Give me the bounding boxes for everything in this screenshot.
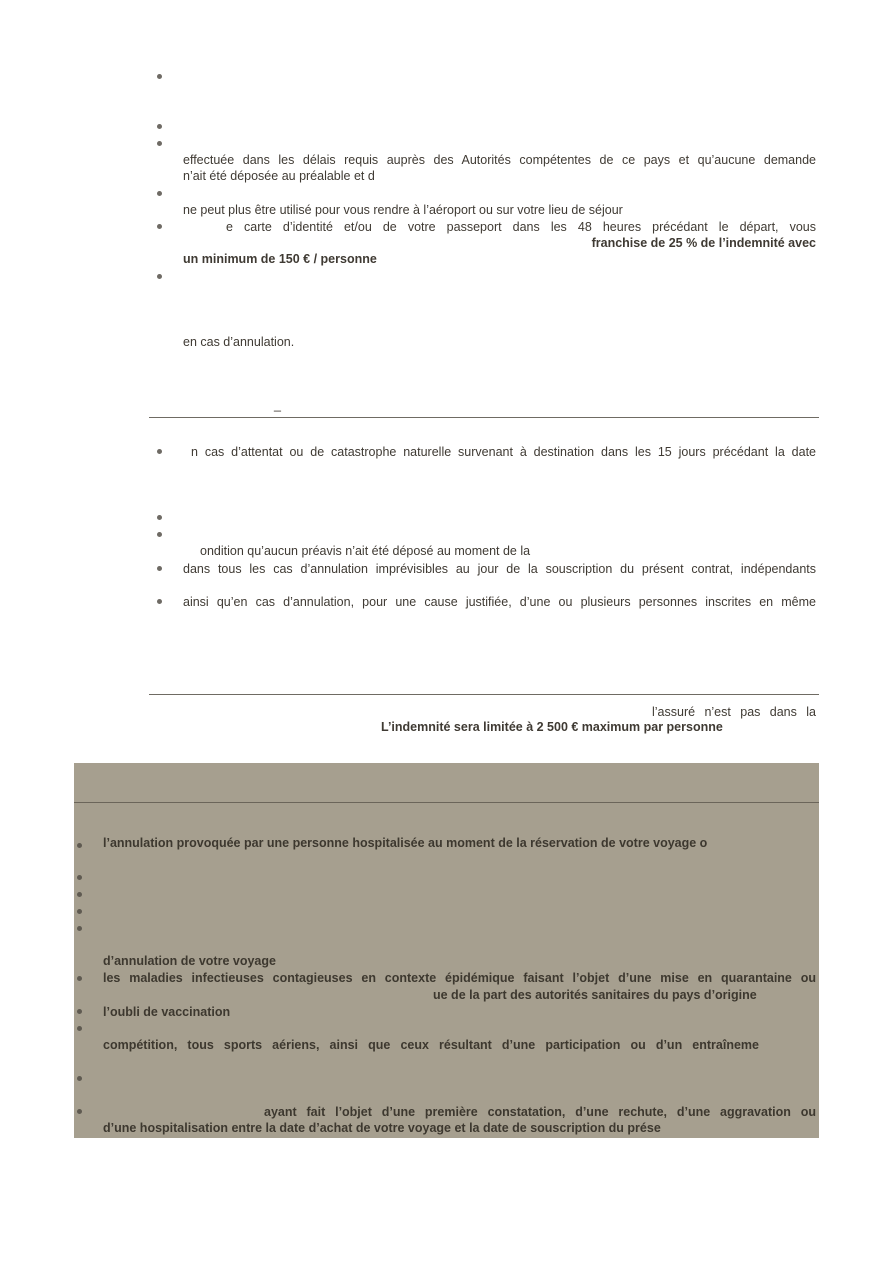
exclusion-line: l’oubli de vaccination [103,1005,231,1019]
bullet [157,74,162,79]
text-line-bold: un minimum de 150 € / personne [183,252,377,266]
bullet [77,1009,82,1014]
text-line: effectuée dans les délais requis auprès des Autorités compétentes de ce pays et qu’aucune demande [183,153,816,167]
bullet [157,274,162,279]
bullet [77,843,82,848]
bullet [157,124,162,129]
text-line: ondition qu’aucun préavis n’ait été déposé au moment de la [200,544,531,558]
bullet [77,926,82,931]
text-line: n cas d’attentat ou de catastrophe naturelle survenant à destination dans les 15 jours précédant la date [191,445,816,459]
bullet [77,976,82,981]
exclusion-line: les maladies infectieuses contagieuses en contexte épidémique faisant l’objet d’une mise en quarantaine ou [103,971,816,985]
underscore-mark: _ [274,398,281,412]
divider [149,417,819,418]
text-line-bold: franchise de 25 % de l’indemnité avec [591,236,816,250]
bullet [157,449,162,454]
text-line: ainsi qu’en cas d’annulation, pour une cause justifiée, d’une ou plusieurs personnes inscrites en même [183,595,816,609]
exclusion-line: d’annulation de votre voyage [103,954,276,968]
bullet [77,909,82,914]
text-line: l’assuré n’est pas dans la [652,705,816,719]
text-line: dans tous les cas d’annulation imprévisibles au jour de la souscription du présent contrat, indépendants [183,562,816,576]
exclusion-line: d’une hospitalisation entre la date d’achat de votre voyage et la date de souscription du prése [103,1121,661,1135]
indemnity-limit-text: L’indemnité sera limitée à 2 500 € maximum par personne [381,720,723,734]
bullet [157,515,162,520]
bullet [157,191,162,196]
bullet [77,1109,82,1114]
box-divider [74,802,819,803]
bullet [77,1076,82,1081]
exclusion-line: l’annulation provoquée par une personne hospitalisée au moment de la réservation de votre voyage o [103,836,708,850]
exclusion-line: ayant fait l’objet d’une première constatation, d’une rechute, d’une aggravation ou [264,1105,816,1119]
exclusion-line: ue de la part des autorités sanitaires du pays d’origine [433,988,757,1002]
bullet [77,1026,82,1031]
text-line: en cas d’annulation. [183,335,295,349]
bullet [157,566,162,571]
bullet [157,224,162,229]
bullet [77,892,82,897]
divider [149,694,819,695]
bullet [157,599,162,604]
bullet [77,875,82,880]
bullet [157,532,162,537]
text-line: n’ait été déposée au préalable et d [183,169,375,183]
exclusions-box [74,763,819,1138]
text-line: e carte d’identité et/ou de votre passeport dans les 48 heures précédant le départ, vous [226,220,816,234]
text-line: ne peut plus être utilisé pour vous rendre à l’aéroport ou sur votre lieu de séjour [183,203,623,217]
exclusion-line: compétition, tous sports aériens, ainsi que ceux résultant d’une participation ou d’un entraîneme [103,1038,759,1052]
bullet [157,141,162,146]
